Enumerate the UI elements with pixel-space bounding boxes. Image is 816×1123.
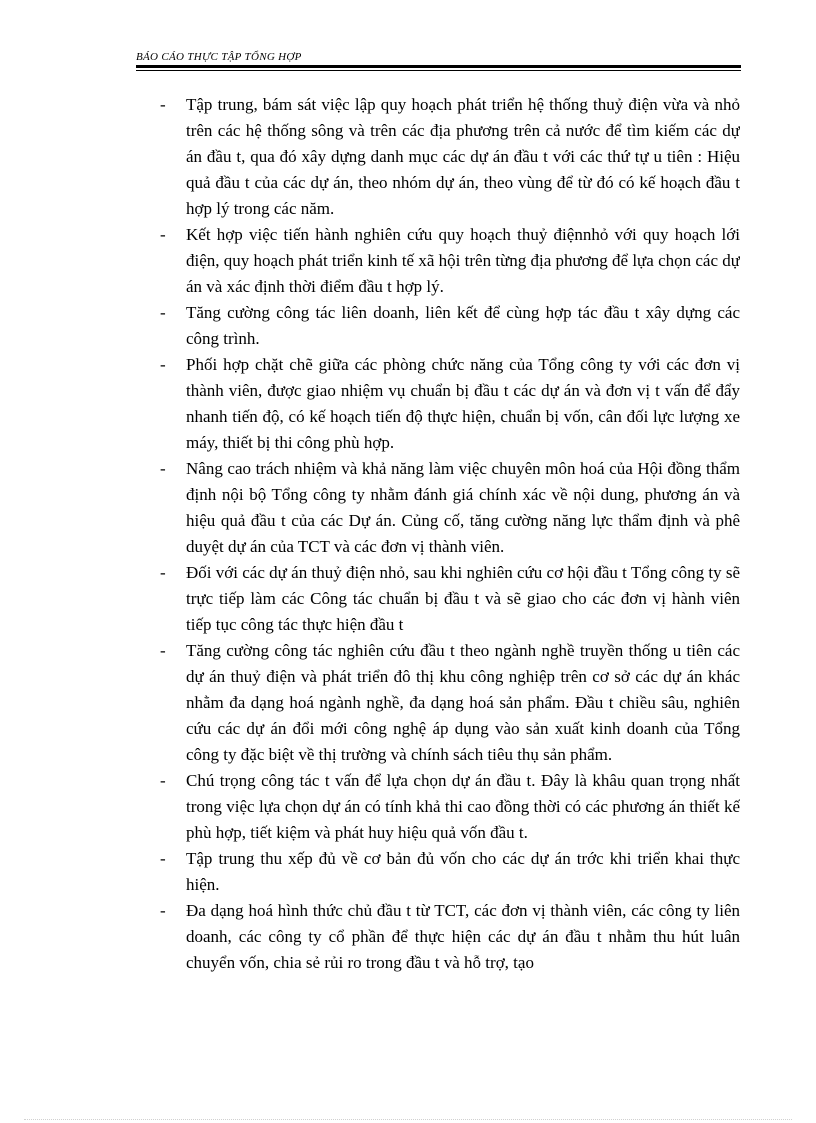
list-item-text: Đa dạng hoá hình thức chủ đầu t từ TCT, các đơn vị thành viên, các công ty liên doanh, các công ty cổ phần để thực hiện các dự án đầu t nhằm thu hút luân chuyển vốn, chia sẻ rủi ro trong đầu t và hỗ trợ, tạo <box>186 901 740 972</box>
list-item-text: Tập trung, bám sát việc lập quy hoạch phát triển hệ thống thuỷ điện vừa và nhỏ trên các hệ thống sông và trên các địa phương trên cả nước để tìm kiếm các dự án đầu t, qua đó xây dựng danh mục các dự án đầu t với các thứ tự u tiên : Hiệu quả đầu t của các dự án, theo nhóm dự án, theo vùng để từ đó có kế hoạch đầu t hợp lý trong các năm. <box>186 95 740 218</box>
bullet-dash: - <box>160 849 166 868</box>
page-header <box>136 50 741 71</box>
bullet-dash: - <box>160 225 166 244</box>
document-body <box>160 92 740 1038</box>
list-item <box>160 92 740 222</box>
bullet-dash: - <box>160 641 166 660</box>
bullet-dash: - <box>160 459 166 478</box>
header-rule-thick <box>136 65 741 68</box>
header-rule-thin <box>136 70 741 71</box>
list-item <box>160 846 740 898</box>
list-item <box>160 638 740 768</box>
list-item <box>160 300 740 352</box>
list-item-text: Nâng cao trách nhiệm và khả năng làm việc chuyên môn hoá của Hội đồng thẩm định nội bộ Tổng công ty nhằm đánh giá chính xác về nội dung, phương án và hiệu quả đầu t của các Dự án. Củng cố, tăng cường năng lực thẩm định và phê duyệt dự án của TCT và các đơn vị thành viên. <box>186 459 740 556</box>
list-item <box>160 898 740 976</box>
list-item-text: Tập trung thu xếp đủ về cơ bản đủ vốn cho các dự án trớc khi triển khai thực hiện. <box>186 849 740 894</box>
bullet-dash: - <box>160 355 166 374</box>
bullet-dash: - <box>160 771 166 790</box>
list-item-text: Tăng cường công tác nghiên cứu đầu t theo ngành nghề truyền thống u tiên các dự án thuỷ điện và phát triển đô thị khu công nghiệp trên cơ sở các dự án khác nhằm đa dạng hoá ngành nghề, đa dạng hoá sản phẩm. Đầu t chiều sâu, nghiên cứu các dự án đổi mới công nghệ áp dụng vào sản xuất kinh doanh của Tổng công ty đặc biệt về thị trường và chính sách tiêu thụ sản phẩm. <box>186 641 740 764</box>
header-title: BÁO CÁO THỰC TẬP TỔNG HỢP <box>136 51 302 63</box>
list-item <box>160 456 740 560</box>
list-item-text: Tăng cường công tác liên doanh, liên kết để cùng hợp tác đầu t xây dựng các công trình. <box>186 303 740 348</box>
bullet-dash: - <box>160 563 166 582</box>
page-bottom-border <box>24 1119 792 1120</box>
bullet-dash: - <box>160 303 166 322</box>
list-item-text: Kết hợp việc tiến hành nghiên cứu quy hoạch thuỷ điệnnhỏ với quy hoạch lới điện, quy hoạch phát triển kinh tế xã hội trên từng địa phương để lựa chọn các dự án và xác định thời điểm đầu t hợp lý. <box>186 225 740 296</box>
bullet-dash: - <box>160 901 166 920</box>
list-item <box>160 222 740 300</box>
bullet-dash: - <box>160 95 166 114</box>
list-item <box>160 352 740 456</box>
list-item <box>160 768 740 846</box>
list-item-text: Đối với các dự án thuỷ điện nhỏ, sau khi nghiên cứu cơ hội đầu t Tổng công ty sẽ trực tiếp làm các Công tác chuẩn bị đầu t và sẽ giao cho các đơn vị hành viên tiếp tục công tác thực hiện đầu t <box>186 563 740 634</box>
list-item <box>160 560 740 638</box>
list-item-text: Chú trọng công tác t vấn để lựa chọn dự án đầu t. Đây là khâu quan trọng nhất trong việc lựa chọn dự án có tính khả thi cao đồng thời có các phương án thiết kế phù hợp, tiết kiệm và phát huy hiệu quả vốn đầu t. <box>186 771 740 842</box>
list-item-text: Phối hợp chặt chẽ giữa các phòng chức năng của Tổng công ty với các đơn vị thành viên, được giao nhiệm vụ chuẩn bị đầu t các dự án và đơn vị t vấn để đẩy nhanh tiến độ, có kế hoạch tiến độ thực hiện, chuẩn bị vốn, cân đối lực lượng xe máy, thiết bị thi công phù hợp. <box>186 355 740 452</box>
